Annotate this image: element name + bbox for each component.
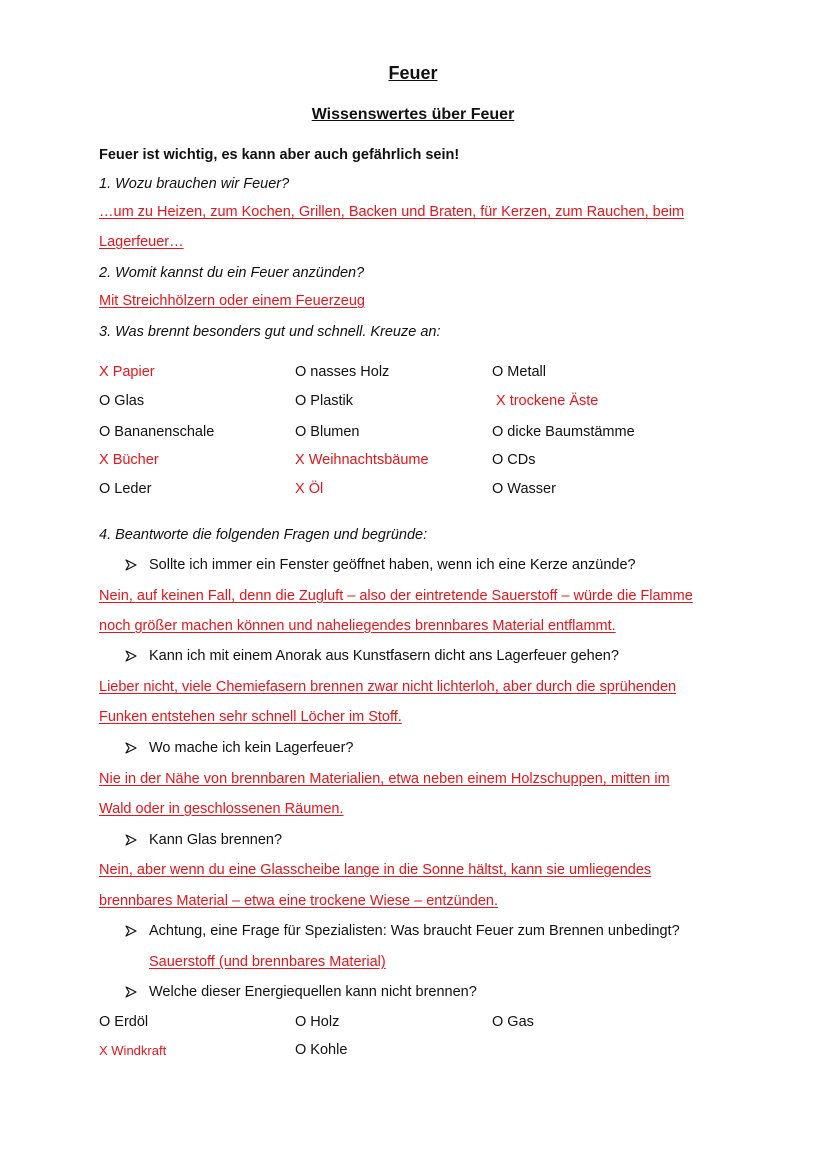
question-1: 1. Wozu brauchen wir Feuer? [99, 176, 290, 192]
question-3: 3. Was brennt besonders gut und schnell. Kreuze an: [99, 324, 441, 340]
option-bananenschale: O Bananenschale [99, 424, 215, 440]
q4-item-3-answer-line-1: Nie in der Nähe von brennbaren Materialien, etwa neben einem Holzschuppen, mitten im [99, 771, 670, 787]
q4-item-5-question: Achtung, eine Frage für Spezialisten: Was braucht Feuer zum Brennen unbedingt? [149, 923, 680, 939]
arrow-bullet-icon [125, 834, 137, 846]
option-nasses-holz: O nasses Holz [295, 364, 390, 380]
arrow-bullet-icon [125, 559, 137, 571]
option-metall: O Metall [492, 364, 546, 380]
energy-option-windkraft: X Windkraft [99, 1043, 167, 1058]
q4-item-4-answer-line-2: brennbares Material – etwa eine trockene Wiese – entzünden. [99, 893, 498, 909]
energy-option-gas: O Gas [492, 1014, 534, 1030]
question-4: 4. Beantworte die folgenden Fragen und begründe: [99, 527, 428, 543]
arrow-bullet-icon [125, 925, 137, 937]
q4-item-5-answer: Sauerstoff (und brennbares Material) [149, 954, 386, 970]
q4-item-1-answer-line-2: noch größer machen können und naheliegendes brennbares Material entflammt. [99, 618, 616, 634]
q4-item-2-answer-line-2: Funken entstehen sehr schnell Löcher im Stoff. [99, 709, 402, 725]
arrow-bullet-icon [125, 986, 137, 998]
page-title: Feuer [388, 63, 438, 83]
option-weihnachtsbaeume: X Weihnachtsbäume [295, 452, 429, 468]
option-dicke-baumstaemme: O dicke Baumstämme [492, 424, 635, 440]
arrow-bullet-icon [125, 742, 137, 754]
q4-item-3-answer-line-2: Wald oder in geschlossenen Räumen. [99, 801, 344, 817]
option-oel: X Öl [295, 481, 324, 497]
option-buecher: X Bücher [99, 452, 159, 468]
q4-item-2-answer-line-1: Lieber nicht, viele Chemiefasern brennen zwar nicht lichterloh, aber durch die sprühenden [99, 679, 677, 695]
option-plastik: O Plastik [295, 393, 354, 409]
option-trockene-aeste: X trockene Äste [496, 393, 599, 409]
option-blumen: O Blumen [295, 424, 360, 440]
answer-2: Mit Streichhölzern oder einem Feuerzeug [99, 293, 365, 309]
q4-item-2-question: Kann ich mit einem Anorak aus Kunstfasern dicht ans Lagerfeuer gehen? [149, 648, 619, 664]
answer-1-line-2: Lagerfeuer… [99, 234, 184, 250]
question-2: 2. Womit kannst du ein Feuer anzünden? [99, 265, 365, 281]
option-cds: O CDs [492, 452, 536, 468]
option-glas: O Glas [99, 393, 145, 409]
q4-item-4-question: Kann Glas brennen? [149, 832, 283, 848]
q4-item-4-answer-line-1: Nein, aber wenn du eine Glasscheibe lange in die Sonne hältst, kann sie umliegendes [99, 862, 652, 878]
option-wasser: O Wasser [492, 481, 556, 497]
page-subtitle: Wissenswertes über Feuer [311, 106, 515, 123]
option-leder: O Leder [99, 481, 152, 497]
q4-item-3-question: Wo mache ich kein Lagerfeuer? [149, 740, 354, 756]
q4-item-1-answer-line-1: Nein, auf keinen Fall, denn die Zugluft – also der eintretende Sauerstoff – würde die Flamme [99, 588, 693, 604]
arrow-bullet-icon [125, 650, 137, 662]
energy-option-erdoel: O Erdöl [99, 1014, 149, 1030]
option-papier: X Papier [99, 364, 155, 380]
energy-option-holz: O Holz [295, 1014, 340, 1030]
q4-item-1-question: Sollte ich immer ein Fenster geöffnet haben, wenn ich eine Kerze anzünde? [149, 557, 636, 573]
energy-option-kohle: O Kohle [295, 1042, 348, 1058]
intro-text: Feuer ist wichtig, es kann aber auch gefährlich sein! [99, 147, 460, 163]
answer-1-line-1: …um zu Heizen, zum Kochen, Grillen, Backen und Braten, für Kerzen, zum Rauchen, beim [99, 204, 685, 220]
q4-item-6-question: Welche dieser Energiequellen kann nicht brennen? [149, 984, 477, 1000]
